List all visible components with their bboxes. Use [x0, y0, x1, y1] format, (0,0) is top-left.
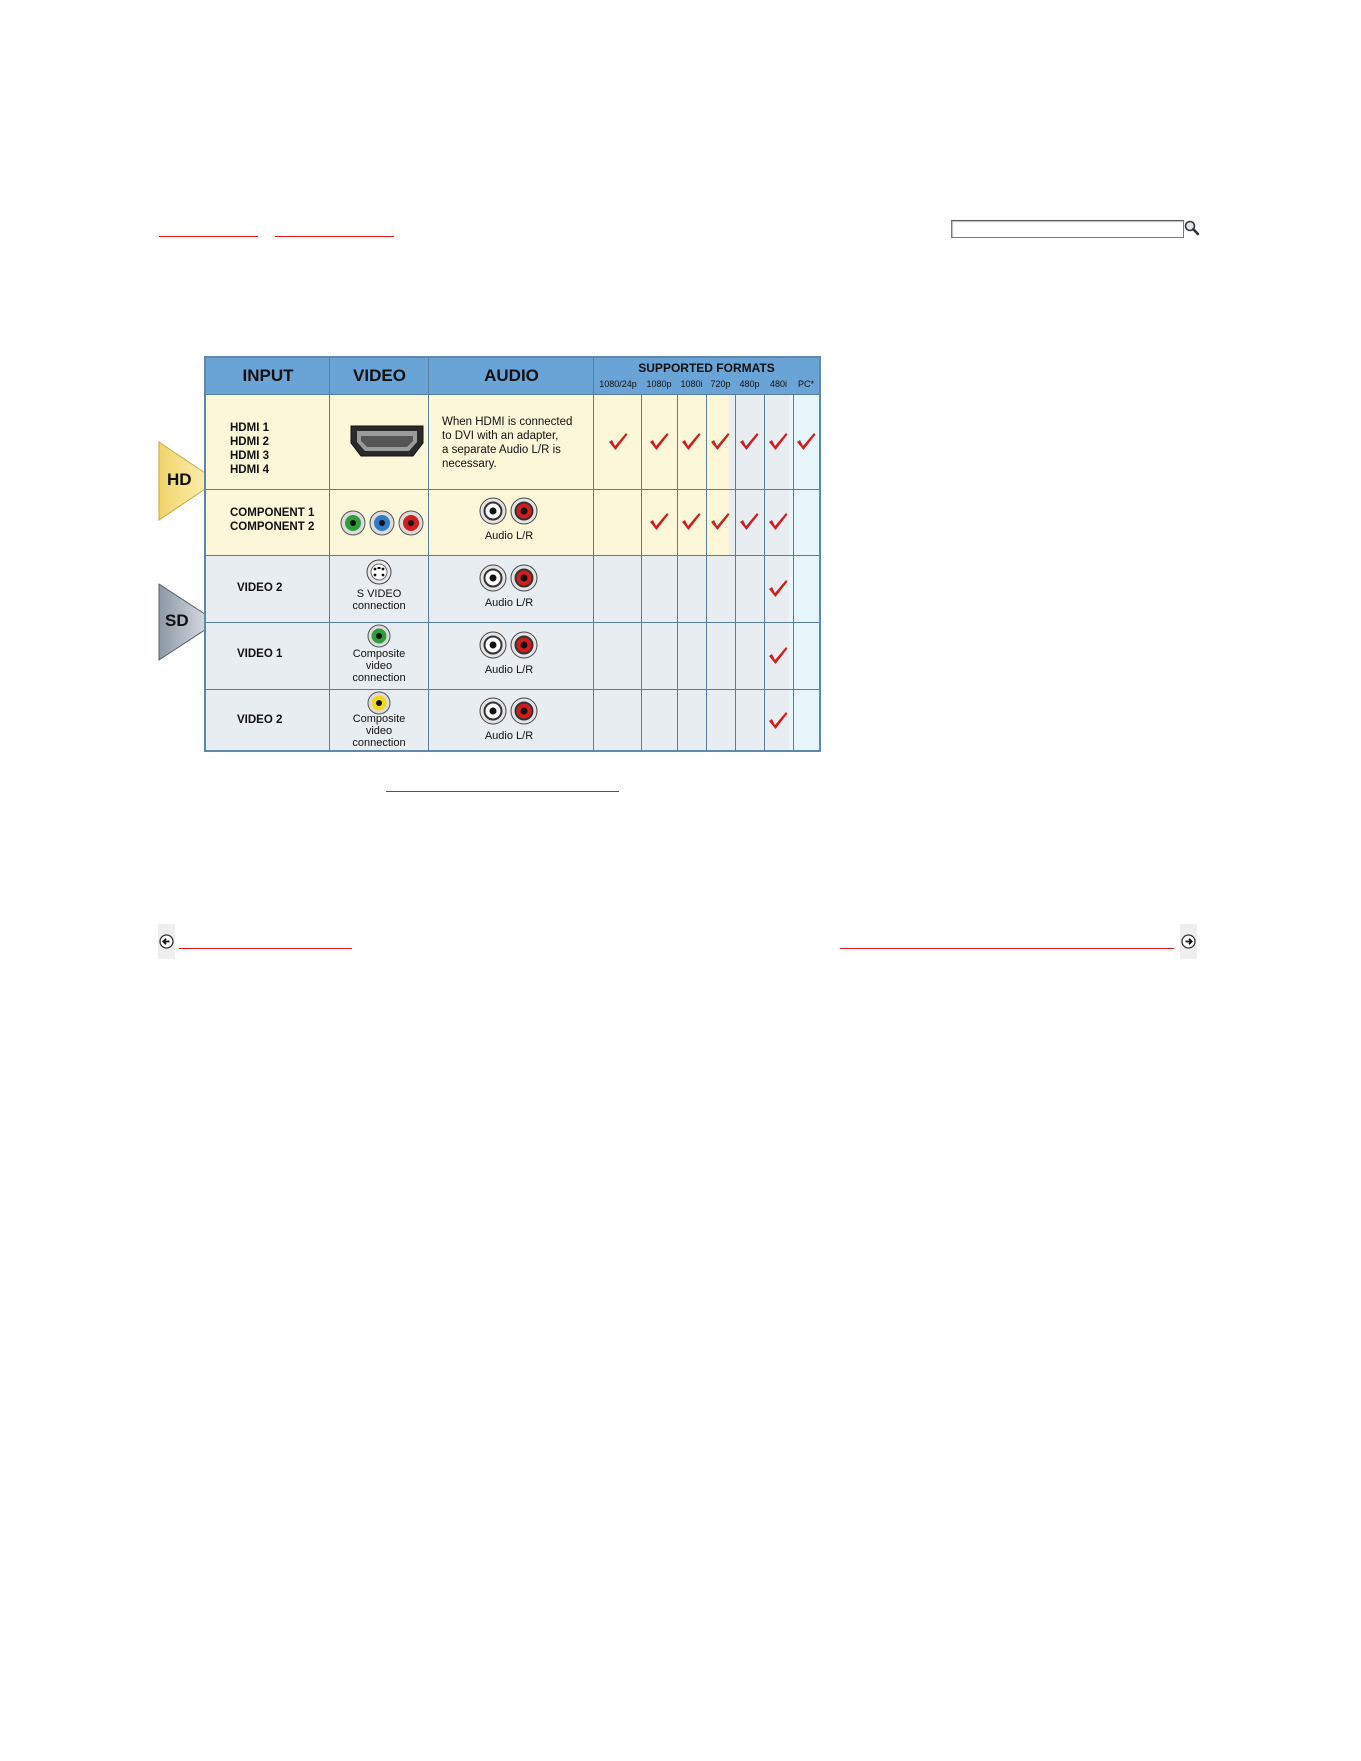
checkmark-icon	[607, 431, 629, 451]
grid-line	[793, 394, 794, 750]
prev-page-button[interactable]	[158, 924, 175, 959]
grid-line	[428, 358, 429, 750]
format-label-1080p: 1080p	[646, 379, 672, 389]
checkmark-icon	[767, 511, 789, 531]
input-video-2: VIDEO 2	[237, 582, 283, 594]
audio-lr-jacks-icon	[477, 563, 541, 593]
input-hdmi: HDMI 1 HDMI 2 HDMI 3 HDMI 4	[230, 422, 269, 476]
grid-line	[593, 358, 594, 750]
audio-lr-label: Audio L/R	[484, 730, 534, 742]
audio-lr-label: Audio L/R	[484, 664, 534, 676]
checkmark-icon	[738, 431, 760, 451]
checkmark-icon	[648, 431, 670, 451]
input-component: COMPONENT 1 COMPONENT 2	[230, 507, 315, 533]
grid-line	[206, 394, 819, 395]
table-footnote-link[interactable]	[386, 777, 619, 792]
s-video-caption: S VIDEO connection	[352, 588, 406, 612]
search-input[interactable]	[951, 220, 1184, 238]
checkmark-icon	[767, 431, 789, 451]
grid-line	[706, 394, 707, 750]
composite-yellow-jack-icon	[367, 691, 391, 715]
header-audio: AUDIO	[429, 358, 595, 394]
hd-label: HD	[167, 470, 192, 489]
grid-line	[735, 394, 736, 750]
composite-caption: Composite video connection	[352, 713, 406, 749]
format-label-pc: PC*	[797, 379, 814, 389]
format-label-720p: 720p	[710, 379, 731, 389]
grid-line	[206, 689, 819, 690]
header-video: VIDEO	[330, 358, 430, 394]
grid-line	[206, 555, 819, 556]
hdmi-audio-note: When HDMI is connected to DVI with an adapter, a separate Audio L/R is necessary.	[442, 416, 573, 470]
magnifier-icon	[1183, 219, 1201, 237]
next-page-button[interactable]	[1180, 924, 1197, 959]
format-label-1080-24p: 1080/24p	[599, 379, 637, 389]
arrow-left-icon	[158, 924, 175, 959]
grid-line	[764, 394, 765, 750]
checkmark-icon	[709, 511, 731, 531]
audio-lr-label: Audio L/R	[484, 597, 534, 609]
sd-label: SD	[165, 611, 189, 630]
input-video-1: VIDEO 1	[237, 648, 283, 660]
header-input: INPUT	[206, 358, 331, 394]
grid-line	[329, 358, 330, 750]
composite-green-jack-icon	[367, 624, 391, 648]
format-label-1080i: 1080i	[680, 379, 703, 389]
component-rgb-jacks-icon	[340, 509, 424, 537]
input-format-table	[204, 356, 821, 752]
s-video-jack-icon	[366, 559, 392, 585]
format-label-480i: 480i	[769, 379, 787, 389]
next-page-link[interactable]	[840, 934, 1174, 949]
breadcrumb-link-2[interactable]	[275, 222, 394, 237]
audio-lr-label: Audio L/R	[484, 530, 534, 542]
format-label-480p: 480p	[739, 379, 760, 389]
input-video-2-composite: VIDEO 2	[237, 714, 283, 726]
grid-line	[206, 489, 819, 490]
header-supported-formats: SUPPORTED FORMATS	[594, 358, 819, 394]
audio-lr-jacks-icon	[477, 496, 541, 526]
composite-caption: Composite video connection	[352, 648, 406, 684]
hdmi-port-icon	[349, 423, 425, 459]
hd-480-columns-bg	[729, 394, 789, 556]
checkmark-icon	[680, 511, 702, 531]
checkmark-icon	[767, 645, 789, 665]
audio-lr-jacks-icon	[477, 630, 541, 660]
checkmark-icon	[709, 431, 731, 451]
checkmark-icon	[767, 578, 789, 598]
checkmark-icon	[738, 511, 760, 531]
grid-line	[206, 622, 819, 623]
audio-lr-jacks-icon	[477, 696, 541, 726]
checkmark-icon	[795, 431, 817, 451]
prev-page-link[interactable]	[179, 934, 352, 949]
grid-line	[641, 394, 642, 750]
search-button[interactable]	[1183, 219, 1201, 237]
grid-line	[677, 394, 678, 750]
checkmark-icon	[767, 710, 789, 730]
checkmark-icon	[680, 431, 702, 451]
arrow-right-icon	[1180, 924, 1197, 959]
checkmark-icon	[648, 511, 670, 531]
breadcrumb-link-1[interactable]	[159, 222, 258, 237]
